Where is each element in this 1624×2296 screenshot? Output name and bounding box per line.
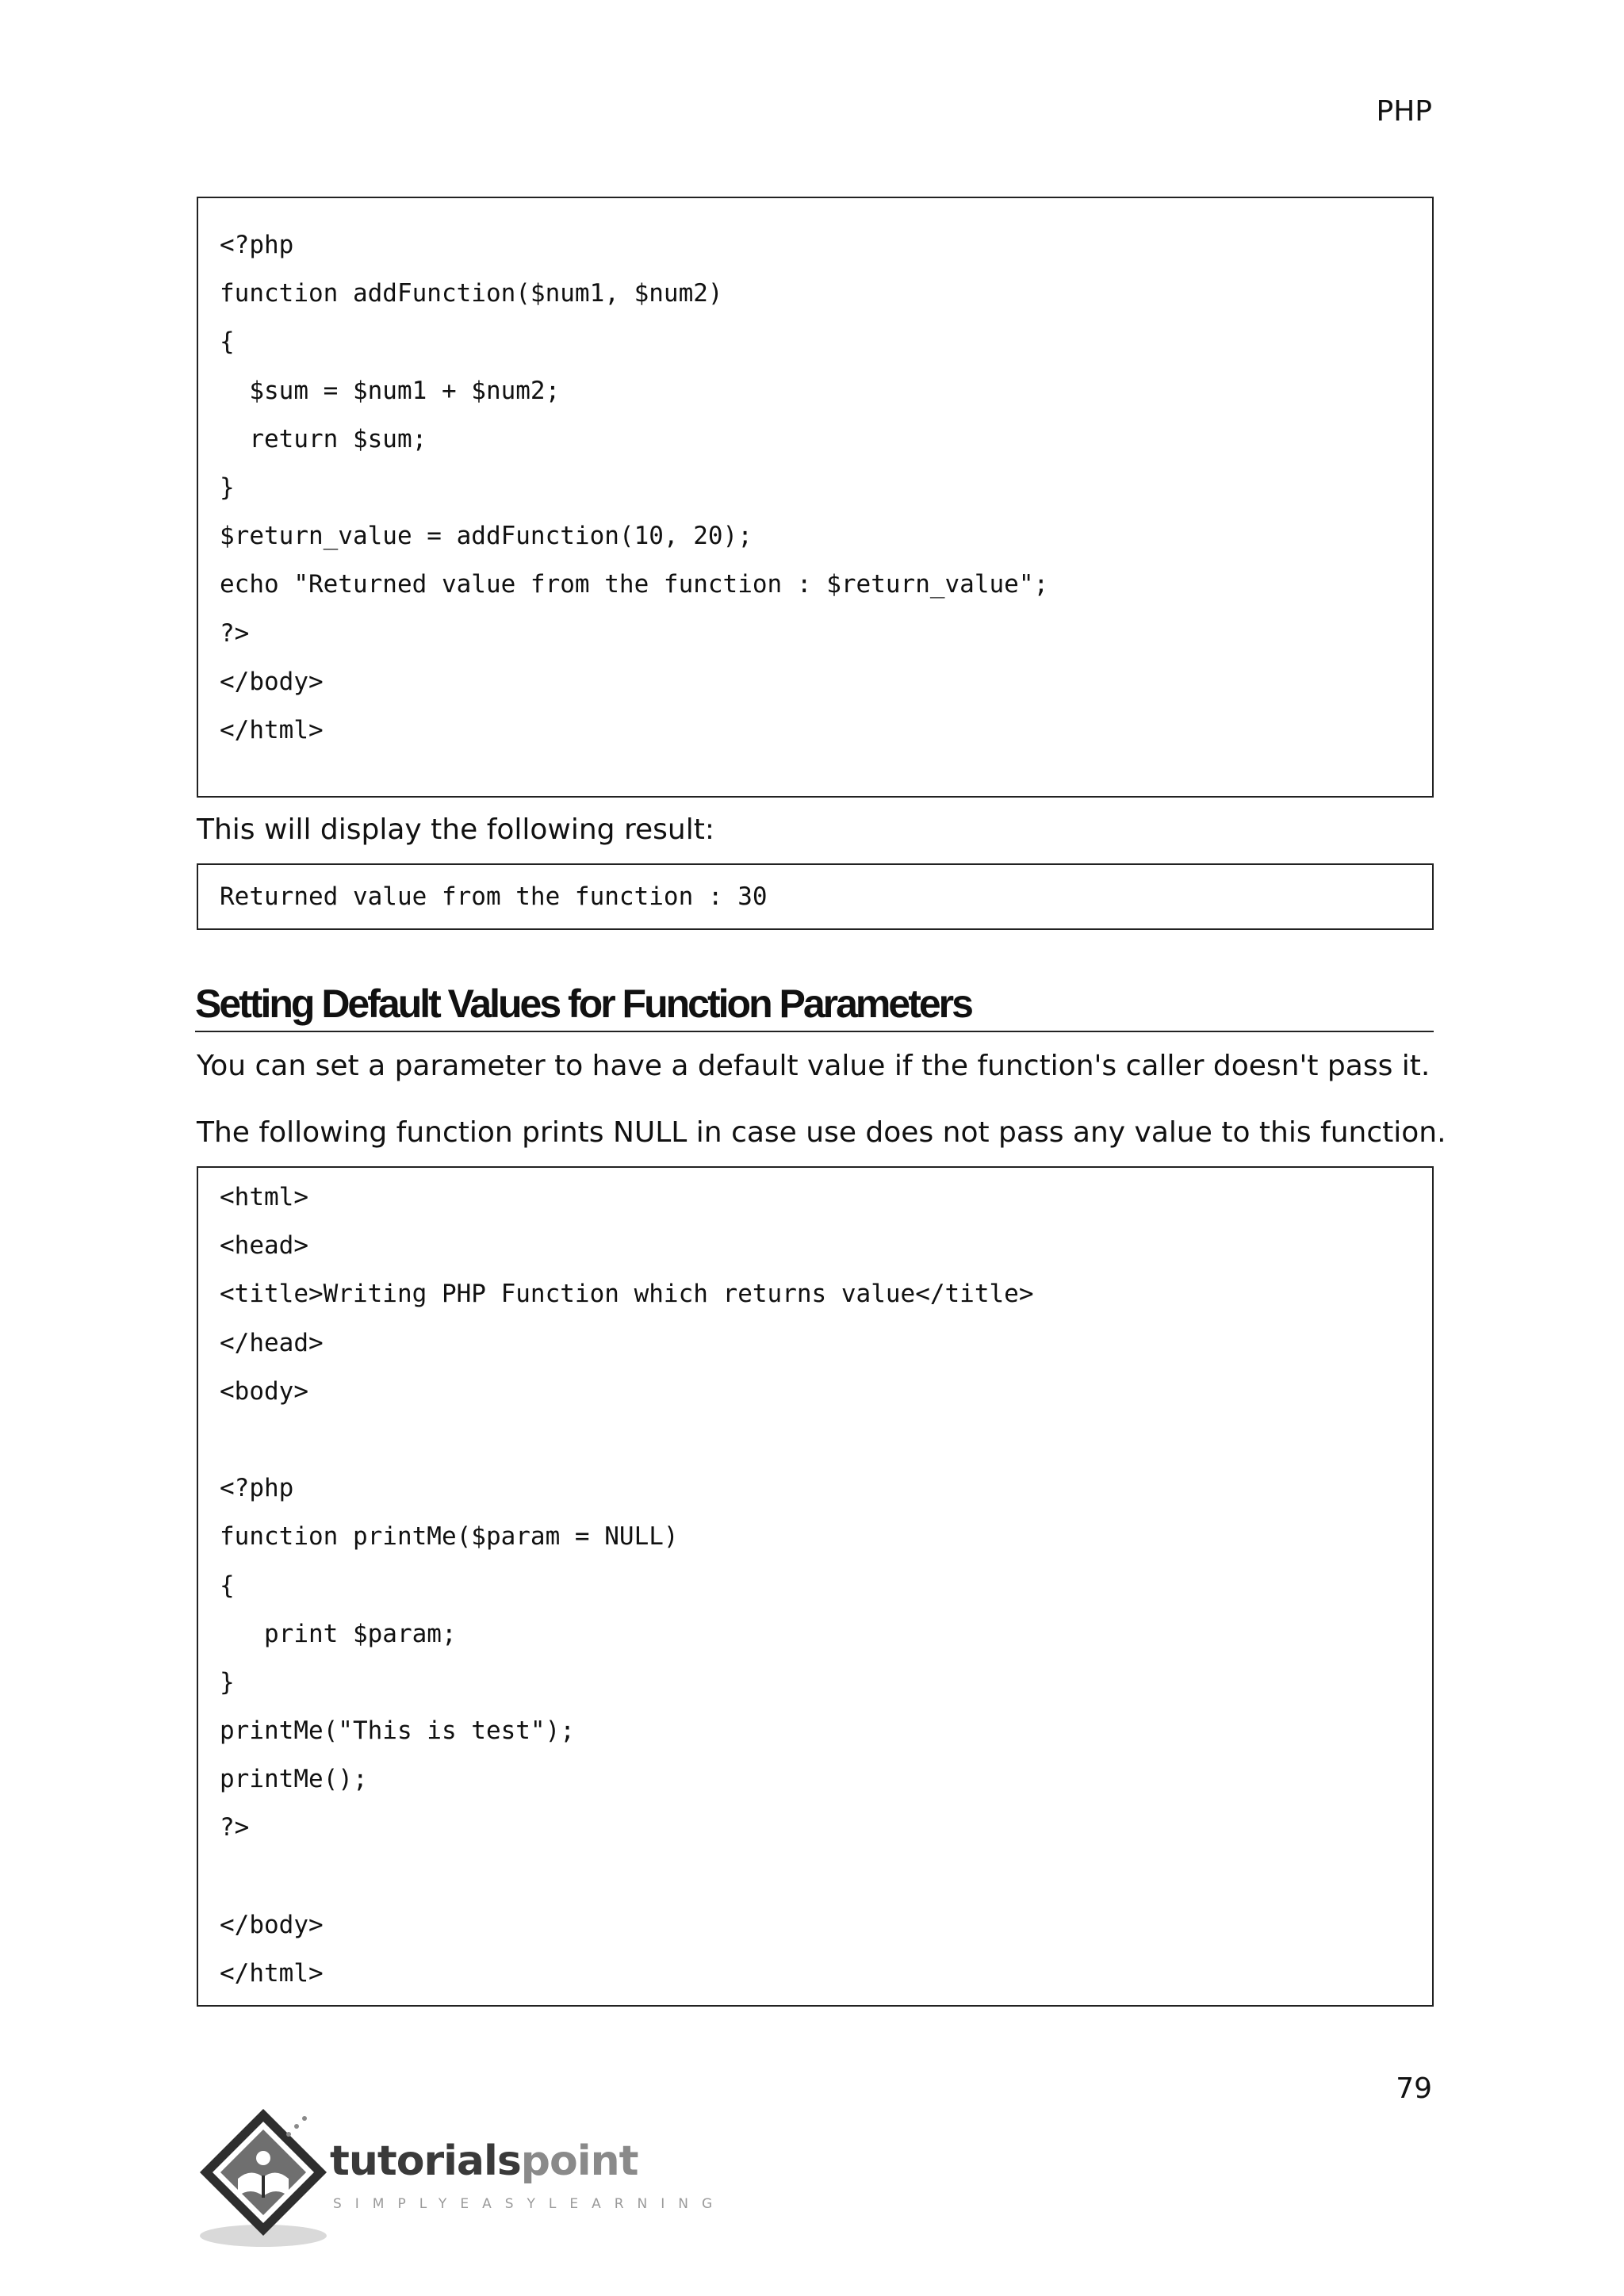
code-line: </html> bbox=[220, 1959, 324, 1988]
code-line: </head> bbox=[220, 1328, 324, 1357]
paragraph: The following function prints NULL in case use does not pass any value to this function. bbox=[197, 1116, 1446, 1149]
code-line: $return_value = addFunction(10, 20); bbox=[220, 522, 753, 551]
running-header-title: PHP bbox=[1376, 95, 1432, 128]
code-line: echo "Returned value from the function : $return_value"; bbox=[220, 570, 1049, 599]
code-line: ?> bbox=[220, 1813, 250, 1843]
logo-word-part-2: point bbox=[520, 2137, 638, 2185]
code-line: <html> bbox=[220, 1183, 308, 1211]
code-line: </body> bbox=[220, 1910, 324, 1939]
page-number: 79 bbox=[1396, 2072, 1432, 2105]
code-line: Returned value from the function : 30 bbox=[220, 882, 768, 911]
book-diamond-logo-icon bbox=[193, 2103, 352, 2253]
tutorialspoint-logo bbox=[193, 2103, 726, 2253]
result-intro-text: This will display the following result: bbox=[197, 813, 714, 846]
code-block-default-params bbox=[197, 1166, 1434, 2007]
code-line: <?php bbox=[220, 231, 294, 259]
logo-wordmark bbox=[330, 2137, 638, 2185]
section-heading: Setting Default Values for Function Parameters bbox=[195, 978, 1434, 1032]
code-line: } bbox=[220, 473, 235, 502]
code-line: ?> bbox=[220, 618, 250, 648]
code-line: printMe("This is test"); bbox=[220, 1716, 575, 1746]
logo-tagline: SIMPLYEASYLEARNING bbox=[333, 2196, 726, 2212]
code-line bbox=[220, 1416, 1411, 1464]
code-line: function printMe($param = NULL) bbox=[220, 1522, 679, 1552]
paragraph: You can set a parameter to have a default value if the function's caller doesn't pass it. bbox=[197, 1050, 1431, 1082]
code-line: </body> bbox=[220, 667, 324, 696]
code-line bbox=[220, 1853, 1411, 1901]
code-line: return $sum; bbox=[220, 424, 427, 453]
code-line: printMe(); bbox=[220, 1765, 368, 1794]
logo-word-part-1: tutorials bbox=[330, 2137, 521, 2185]
code-block-php-function bbox=[197, 197, 1434, 798]
code-line: <head> bbox=[220, 1231, 308, 1261]
code-line: <title>Writing PHP Function which returns value</title> bbox=[220, 1280, 1034, 1309]
code-line: </html> bbox=[220, 715, 324, 744]
code-block-output bbox=[197, 863, 1434, 930]
code-line: <body> bbox=[220, 1376, 308, 1406]
code-line: } bbox=[220, 1667, 235, 1697]
code-line: { bbox=[220, 327, 235, 357]
code-line: $sum = $num1 + $num2; bbox=[220, 376, 561, 405]
code-line: { bbox=[220, 1571, 235, 1600]
code-line: <?php bbox=[220, 1474, 294, 1503]
code-line: function addFunction($num1, $num2) bbox=[220, 279, 723, 308]
code-line: print $param; bbox=[220, 1619, 457, 1648]
